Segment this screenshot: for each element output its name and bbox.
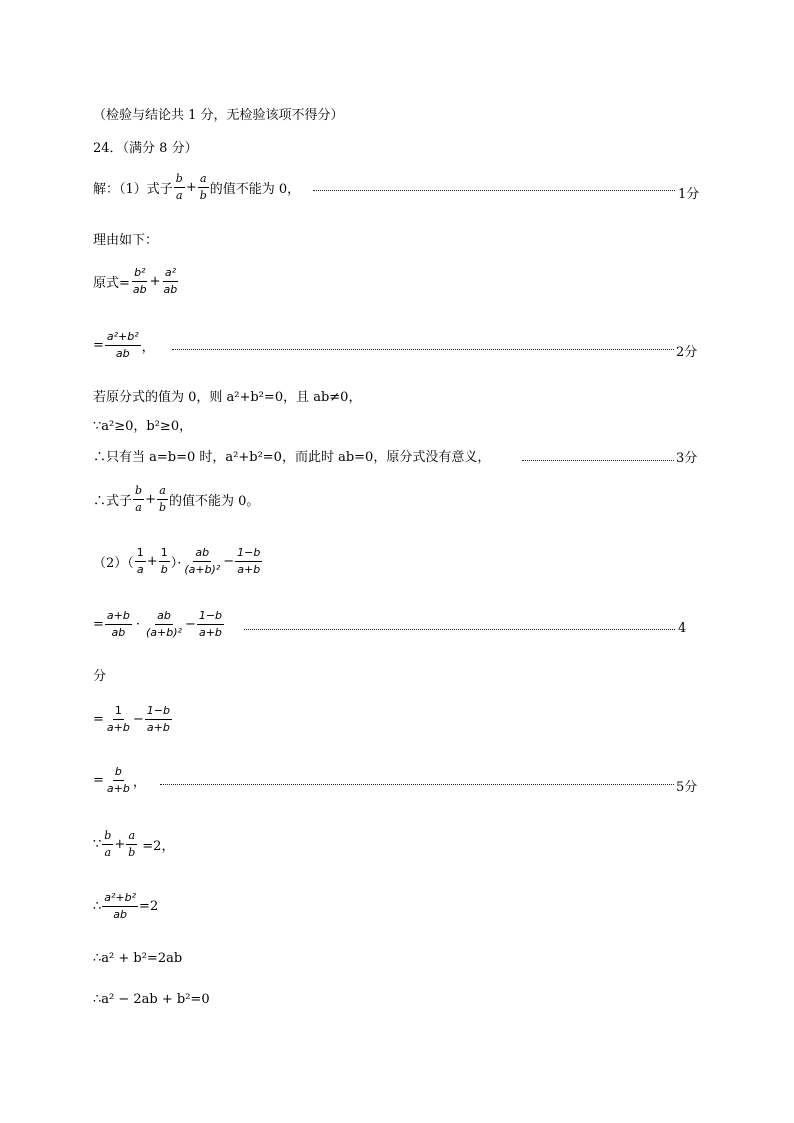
part2-step-2: = $\frac{1}{a+b}$ − $\frac{1-b}{a+b}$ [93, 704, 170, 734]
fraction-1-over-b: $\frac{1}{b}$ [160, 546, 168, 576]
fraction-b-over-a: $\frac{b}{a}$ [175, 172, 183, 202]
part2-expression: （2）（ $\frac{1}{a}$ + $\frac{1}{b}$ ）· $\frac{ab}{\text{(a+b)²}}$ − $\frac{1-b}{a+b}$ [93, 546, 261, 576]
original-expression: 原式= $\frac{\text{b²}}{ab}$ + $\frac{\text{a²}}{ab}$ [93, 266, 178, 296]
fraction-b-over-a: $\frac{b}{a}$ [135, 484, 143, 514]
combined-fraction-line: = $\frac{\text{a²+b²}}{ab}$ ， [93, 330, 155, 360]
conclusion-part1: ∴式子 $\frac{b}{a}$ + $\frac{a}{b}$ 的值不能为 0。 [93, 484, 260, 514]
derived-sum-squares: ∴a² + b²=2ab [93, 951, 183, 966]
fraction-apb-over-ab: $\frac{a+b}{ab}$ [106, 609, 130, 639]
dot-leader [160, 784, 674, 785]
line-only-when: ∴只有当 a=b=0 时，a²+b²=0，而此时 ab=0，原分式没有意义， [93, 450, 491, 465]
fraction-a2b2-over-ab: $\frac{\text{a²+b²}}{ab}$ [104, 891, 137, 921]
dot-leader [313, 190, 675, 191]
score-3: 3分 [676, 451, 698, 466]
fraction-a2b2-over-ab: $\frac{\text{a²+b²}}{ab}$ [106, 330, 139, 360]
fraction-1mb-over-apb: $\frac{1-b}{a+b}$ [198, 609, 223, 639]
solution-prefix: 解：（1）式子 [93, 182, 173, 197]
part2-step-1: = $\frac{a+b}{ab}$ · $\frac{ab}{\text{(a+b)²}}$ − $\frac{1-b}{a+b}$ [93, 609, 223, 639]
fraction-1mb-over-apb: $\frac{1-b}{a+b}$ [146, 704, 170, 734]
score-2: 2分 [676, 345, 698, 360]
fraction-b2-over-ab: $\frac{\text{b²}}{ab}$ [132, 266, 147, 296]
given-condition: ∵ $\frac{b}{a}$ + $\frac{a}{b}$ =2， [93, 829, 175, 859]
line-if-zero: 若原分式的值为 0，则 a²+b²=0，且 ab≠0， [93, 390, 362, 405]
question-24-title: 24．（满分 8 分） [93, 141, 198, 156]
score-4-unit: 分 [93, 669, 107, 684]
dot-leader [522, 460, 674, 461]
fraction-1mb-over-apb: $\frac{1-b}{a+b}$ [237, 546, 261, 576]
fraction-b-over-a: $\frac{b}{a}$ [104, 829, 112, 859]
fraction-ab-over-apb-sq: $\frac{ab}{\text{(a+b)²}}$ [184, 546, 221, 576]
fraction-a-over-b: $\frac{a}{b}$ [128, 829, 136, 859]
grading-note: （检验与结论共 1 分，无检验该项不得分） [93, 108, 344, 123]
fraction-a-over-b: $\frac{a}{b}$ [158, 484, 167, 514]
fraction-1-over-a: $\frac{1}{a}$ [136, 546, 144, 576]
dot-leader [172, 349, 674, 350]
fraction-a-over-b: $\frac{a}{b}$ [199, 172, 207, 202]
line-since: ∵a²≥0，b²≥0， [93, 419, 193, 434]
score-4-number: 4 [678, 621, 687, 636]
fraction-b-over-apb: $\frac{b}{a+b}$ [106, 765, 130, 795]
part2-step-3: = $\frac{b}{a+b}$ ， [93, 765, 146, 795]
fraction-ab-over-apb-sq: $\frac{ab}{\text{(a+b)²}}$ [146, 609, 182, 639]
derived-ratio: ∴ $\frac{\text{a²+b²}}{ab}$ =2 [93, 891, 159, 921]
fraction-a2-over-ab: $\frac{\text{a²}}{ab}$ [163, 266, 178, 296]
dot-leader [244, 629, 675, 630]
derived-perfect-square: ∴a² − 2ab + b²=0 [93, 992, 210, 1007]
reason-line: 理由如下： [93, 233, 159, 248]
solution-line-1: 解：（1）式子 $\frac{b}{a}$ + $\frac{a}{b}$ 的值不能为 0， [93, 172, 301, 202]
score-1: 1分 [678, 187, 700, 202]
score-5: 5分 [676, 780, 698, 795]
fraction-1-over-apb: $\frac{1}{a+b}$ [106, 704, 130, 734]
